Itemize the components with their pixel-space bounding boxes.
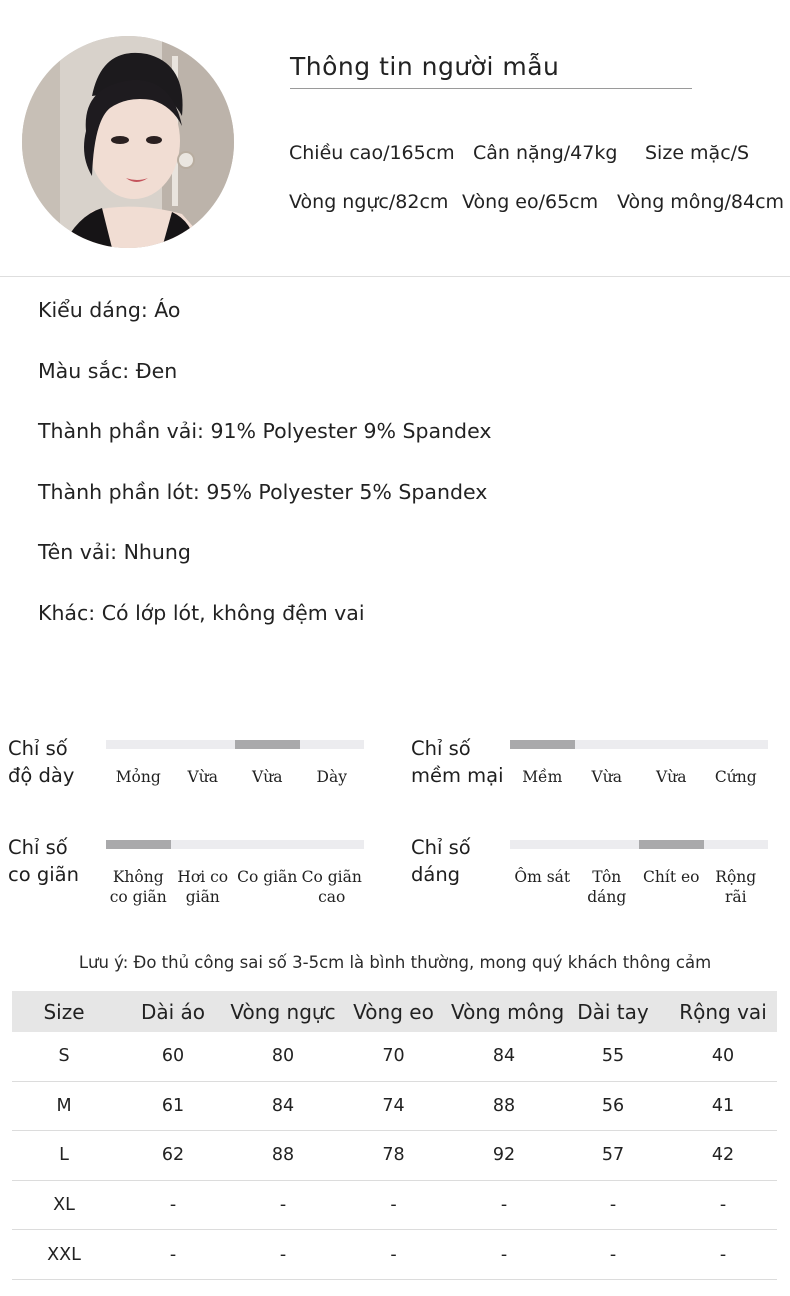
product-details — [38, 296, 491, 659]
stretch-index-options — [106, 867, 364, 907]
detail-other: Khác: Có lớp lót, không đệm vai — [38, 600, 365, 625]
softness-index-track — [510, 740, 768, 749]
table-cell: 61 — [161, 1095, 185, 1116]
table-cell: 84 — [492, 1046, 516, 1067]
model-bust: Vòng ngực/82cm — [289, 191, 449, 213]
track-segment — [171, 840, 236, 849]
option-label: Vừa — [656, 768, 687, 786]
table-cell: M — [56, 1095, 72, 1116]
table-cell: - — [169, 1195, 177, 1216]
track-segment-selected — [510, 740, 575, 749]
shape-index-track — [510, 840, 768, 849]
header-length: Dài áo — [140, 999, 206, 1024]
section-divider — [0, 276, 790, 277]
option-label: Không co giãn — [109, 868, 167, 906]
table-cell: 60 — [161, 1046, 185, 1067]
model-size: Size mặc/S — [645, 142, 750, 164]
option-label: Co giãn — [237, 868, 298, 886]
option-label: Cứng — [714, 768, 757, 786]
option-label: Co giãn cao — [301, 868, 362, 906]
table-cell: - — [719, 1195, 727, 1216]
table-cell: 92 — [492, 1145, 516, 1166]
table-cell: XL — [53, 1195, 75, 1216]
softness-index-label: Chỉ số mềm mại — [411, 737, 504, 787]
option-label: Vừa — [187, 768, 218, 786]
option-label: Rộng rãi — [715, 868, 757, 906]
option-label: Vừa — [591, 768, 622, 786]
track-segment — [704, 840, 769, 849]
table-cell: 88 — [492, 1095, 516, 1116]
table-cell: - — [500, 1244, 508, 1265]
model-info-title: Thông tin người mẫu — [290, 52, 560, 81]
option-label: Chít eo — [643, 868, 700, 886]
header-bust: Vòng ngực — [230, 999, 336, 1024]
shape-index-options — [510, 867, 768, 907]
table-cell: 62 — [161, 1145, 185, 1166]
stretch-index-track — [106, 840, 364, 849]
track-segment — [575, 840, 640, 849]
table-cell: - — [500, 1195, 508, 1216]
measurement-note: Lưu ý: Đo thủ công sai số 3-5cm là bình thường, mong quý khách thông cảm — [78, 953, 712, 972]
track-segment — [639, 740, 704, 749]
detail-color: Màu sắc: Đen — [38, 358, 178, 383]
table-cell: - — [169, 1244, 177, 1265]
header-shoulder: Rộng vai — [679, 999, 767, 1024]
table-cell: 41 — [711, 1095, 735, 1116]
title-underline — [290, 88, 692, 89]
option-label: Hơi co giãn — [177, 868, 229, 906]
detail-fabric-name: Tên vải: Nhung — [38, 540, 191, 564]
table-cell: 84 — [271, 1095, 295, 1116]
model-hip: Vòng mông/84cm — [617, 191, 785, 213]
track-segment — [300, 740, 365, 749]
table-cell: 88 — [271, 1145, 295, 1166]
option-label: Dày — [316, 768, 347, 786]
header-hip: Vòng mông — [451, 999, 565, 1024]
table-cell: - — [390, 1244, 397, 1265]
model-photo — [22, 36, 234, 248]
option-label: Tôn dáng — [587, 868, 627, 906]
table-cell: 57 — [601, 1145, 625, 1166]
table-cell: - — [279, 1195, 287, 1216]
header-sleeve: Dài tay — [577, 999, 649, 1024]
thickness-index-label: Chỉ số độ dày — [8, 737, 75, 787]
track-segment — [704, 740, 769, 749]
table-cell: XXL — [47, 1244, 81, 1265]
table-cell: 70 — [382, 1046, 405, 1067]
table-row — [12, 1181, 777, 1231]
detail-style: Kiểu dáng: Áo — [38, 298, 181, 322]
track-segment — [171, 740, 236, 749]
option-label: Mềm — [522, 768, 563, 786]
size-table — [12, 991, 777, 1280]
table-row — [12, 1230, 777, 1280]
table-cell: - — [279, 1244, 287, 1265]
table-cell: 56 — [601, 1095, 625, 1116]
table-cell: 80 — [271, 1046, 295, 1067]
track-segment-selected — [106, 840, 171, 849]
table-cell: 55 — [601, 1046, 625, 1067]
model-waist: Vòng eo/65cm — [462, 191, 599, 213]
table-cell: 74 — [382, 1095, 405, 1116]
thickness-index-options — [106, 767, 364, 787]
thickness-index-track — [106, 740, 364, 749]
header-size: Size — [43, 999, 85, 1024]
table-cell: - — [609, 1244, 617, 1265]
softness-index-options — [510, 767, 768, 787]
model-height: Chiều cao/165cm — [289, 142, 455, 164]
table-row — [12, 1082, 777, 1132]
track-segment — [235, 840, 300, 849]
detail-lining: Thành phần lót: 95% Polyester 5% Spandex — [38, 479, 488, 504]
model-weight: Cân nặng/47kg — [473, 142, 618, 164]
track-segment — [575, 740, 640, 749]
track-segment-selected — [235, 740, 300, 749]
header-waist: Vòng eo — [353, 999, 434, 1024]
table-cell: L — [59, 1145, 69, 1166]
shape-index-label: Chỉ số dáng — [411, 836, 471, 886]
table-header-row — [12, 991, 777, 1032]
track-segment — [106, 740, 171, 749]
table-cell: - — [719, 1244, 727, 1265]
table-cell: - — [609, 1195, 617, 1216]
option-label: Vừa — [252, 768, 283, 786]
table-cell: 78 — [382, 1145, 405, 1166]
detail-fabric: Thành phần vải: 91% Polyester 9% Spandex — [38, 419, 492, 443]
table-cell: - — [390, 1195, 397, 1216]
table-row — [12, 1032, 777, 1082]
table-row — [12, 1131, 777, 1181]
option-label: Ôm sát — [514, 868, 571, 886]
stretch-index-label: Chỉ số co giãn — [8, 836, 79, 886]
table-cell: S — [58, 1046, 70, 1067]
table-cell: 42 — [711, 1145, 735, 1166]
track-segment — [300, 840, 365, 849]
track-segment-selected — [639, 840, 704, 849]
track-segment — [510, 840, 575, 849]
table-cell: 40 — [711, 1046, 735, 1067]
option-label: Mỏng — [115, 768, 161, 786]
